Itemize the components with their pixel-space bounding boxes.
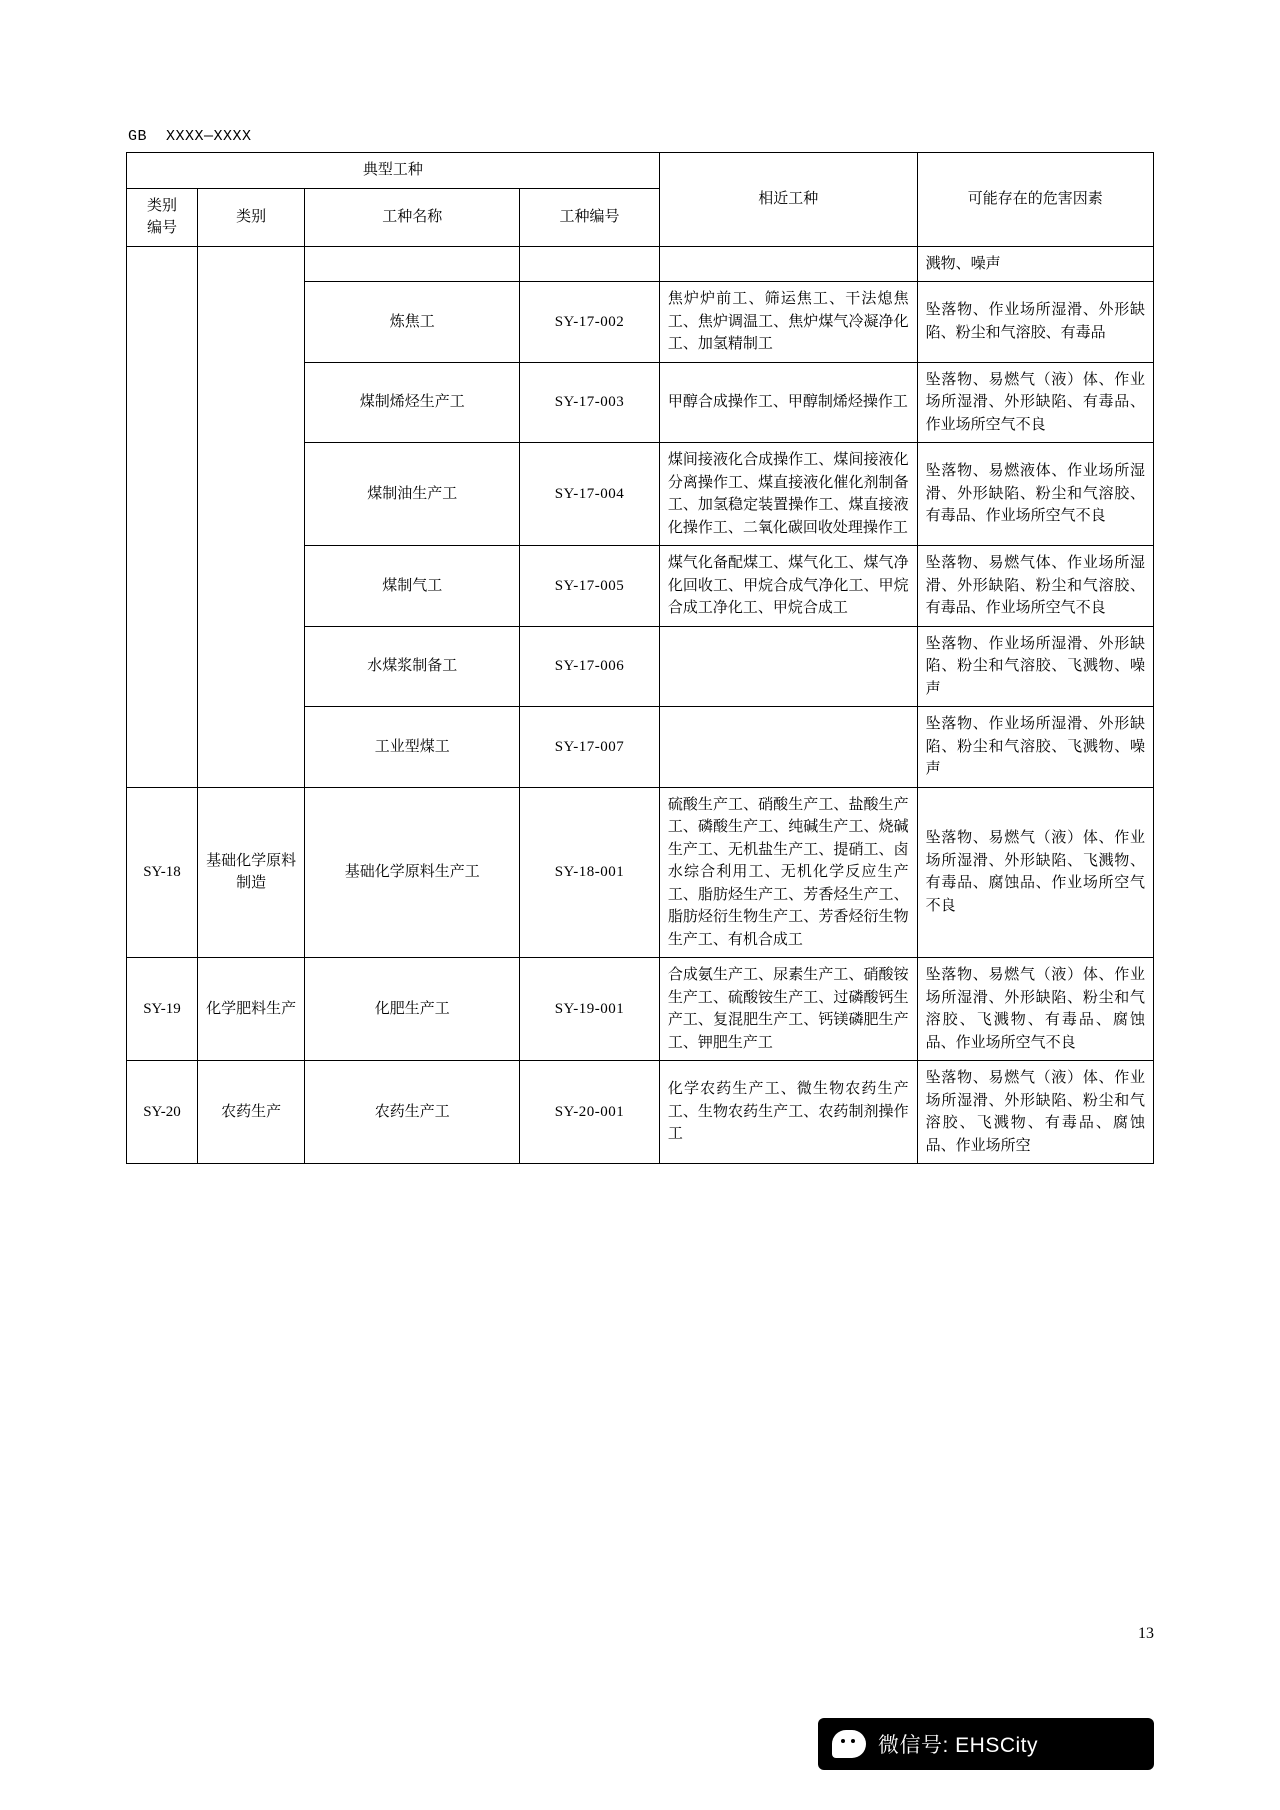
- cell-hazards: 坠落物、作业场所湿滑、外形缺陷、粉尘和气溶胶、有毒品: [917, 282, 1153, 363]
- header-category: 类别: [197, 188, 304, 246]
- standard-header: GB XXXX—XXXX: [128, 128, 252, 145]
- cell-category: 化学肥料生产: [197, 958, 304, 1061]
- table-row: [127, 787, 1154, 958]
- cell-job-name: 化肥生产工: [305, 958, 520, 1061]
- wechat-watermark: [818, 1718, 1154, 1770]
- cell-hazards: 坠落物、易燃液体、作业场所湿滑、外形缺陷、粉尘和气溶胶、有毒品、作业场所空气不良: [917, 443, 1153, 546]
- cell-category-no: SY-18: [127, 787, 198, 958]
- header-category-no: [127, 188, 198, 246]
- table-row: [127, 1061, 1154, 1164]
- cell-category: 农药生产: [197, 1061, 304, 1164]
- cell-similar-jobs: 甲醇合成操作工、甲醇制烯烃操作工: [659, 362, 917, 443]
- cell-hazards: 溅物、噪声: [917, 246, 1153, 282]
- cell-job-name: 基础化学原料生产工: [305, 787, 520, 958]
- cell-job-code: SY-17-004: [520, 443, 660, 546]
- cell-similar-jobs: 合成氨生产工、尿素生产工、硝酸铵生产工、硫酸铵生产工、过磷酸钙生产工、复混肥生产工、钙镁磷肥生产工、钾肥生产工: [659, 958, 917, 1061]
- cell-similar-jobs: 煤气化备配煤工、煤气化工、煤气净化回收工、甲烷合成气净化工、甲烷合成工净化工、甲烷合成工: [659, 546, 917, 627]
- cell-similar-jobs: 焦炉炉前工、筛运焦工、干法熄焦工、焦炉调温工、焦炉煤气冷凝净化工、加氢精制工: [659, 282, 917, 363]
- cell-similar-jobs: 化学农药生产工、微生物农药生产工、生物农药生产工、农药制剂操作工: [659, 1061, 917, 1164]
- cell-job-name: 炼焦工: [305, 282, 520, 363]
- header-job-name: 工种名称: [305, 188, 520, 246]
- cell-job-name: 工业型煤工: [305, 707, 520, 788]
- cell-similar-jobs: 硫酸生产工、硝酸生产工、盐酸生产工、磷酸生产工、纯碱生产工、烧碱生产工、无机盐生产工、提硝工、卤水综合利用工、无机化学反应生产工、脂肪烃生产工、芳香烃生产工、脂肪烃衍生物生产工、芳香烃衍生物生产工、有机合成工: [659, 787, 917, 958]
- cell-job-code: SY-17-002: [520, 282, 660, 363]
- cell-job-name: 煤制油生产工: [305, 443, 520, 546]
- table-row: [127, 958, 1154, 1061]
- cell-category: [197, 246, 304, 787]
- cell-hazards: 坠落物、易燃气体、作业场所湿滑、外形缺陷、粉尘和气溶胶、有毒品、作业场所空气不良: [917, 546, 1153, 627]
- header-job-code: 工种编号: [520, 188, 660, 246]
- cell-job-code: SY-17-006: [520, 626, 660, 707]
- header-category-no-line2: 编号: [146, 220, 177, 236]
- cell-similar-jobs: 煤间接液化合成操作工、煤间接液化分离操作工、煤直接液化催化剂制备工、加氢稳定装置操作工、煤直接液化操作工、二氧化碳回收处理操作工: [659, 443, 917, 546]
- cell-similar-jobs: [659, 626, 917, 707]
- cell-job-name: 水煤浆制备工: [305, 626, 520, 707]
- table-row: [127, 246, 1154, 282]
- header-category-no-line1: 类别: [146, 197, 177, 214]
- cell-job-name: [305, 246, 520, 282]
- cell-hazards: 坠落物、易燃气（液）体、作业场所湿滑、外形缺陷、有毒品、作业场所空气不良: [917, 362, 1153, 443]
- cell-job-code: SY-19-001: [520, 958, 660, 1061]
- cell-similar-jobs: [659, 246, 917, 282]
- cell-job-name: 煤制烯烃生产工: [305, 362, 520, 443]
- cell-hazards: 坠落物、易燃气（液）体、作业场所湿滑、外形缺陷、飞溅物、有毒品、腐蚀品、作业场所空气不良: [917, 787, 1153, 958]
- page-number: 13: [1138, 1625, 1154, 1642]
- cell-similar-jobs: [659, 707, 917, 788]
- table-header-row-1: [127, 153, 1154, 189]
- cell-job-code: SY-17-003: [520, 362, 660, 443]
- cell-job-code: [520, 246, 660, 282]
- wechat-bubble-icon: [832, 1730, 866, 1758]
- cell-job-code: SY-17-007: [520, 707, 660, 788]
- job-category-table: [126, 152, 1154, 1164]
- cell-category-no: SY-20: [127, 1061, 198, 1164]
- cell-job-name: 煤制气工: [305, 546, 520, 627]
- cell-hazards: 坠落物、易燃气（液）体、作业场所湿滑、外形缺陷、粉尘和气溶胶、飞溅物、有毒品、腐蚀品、作业场所空: [917, 1061, 1153, 1164]
- cell-hazards: 坠落物、作业场所湿滑、外形缺陷、粉尘和气溶胶、飞溅物、噪声: [917, 626, 1153, 707]
- header-hazards: 可能存在的危害因素: [917, 153, 1153, 247]
- cell-job-code: SY-18-001: [520, 787, 660, 958]
- cell-hazards: 坠落物、易燃气（液）体、作业场所湿滑、外形缺陷、粉尘和气溶胶、飞溅物、有毒品、腐蚀品、作业场所空气不良: [917, 958, 1153, 1061]
- header-similar-jobs: 相近工种: [659, 153, 917, 247]
- cell-job-name: 农药生产工: [305, 1061, 520, 1164]
- cell-hazards: 坠落物、作业场所湿滑、外形缺陷、粉尘和气溶胶、飞溅物、噪声: [917, 707, 1153, 788]
- wechat-label: 微信号: EHSCity: [878, 1734, 1039, 1757]
- header-typical-job-group: 典型工种: [127, 153, 660, 189]
- cell-category-no: SY-19: [127, 958, 198, 1061]
- cell-category-no: [127, 246, 198, 787]
- cell-job-code: SY-17-005: [520, 546, 660, 627]
- cell-category: 基础化学原料制造: [197, 787, 304, 958]
- cell-job-code: SY-20-001: [520, 1061, 660, 1164]
